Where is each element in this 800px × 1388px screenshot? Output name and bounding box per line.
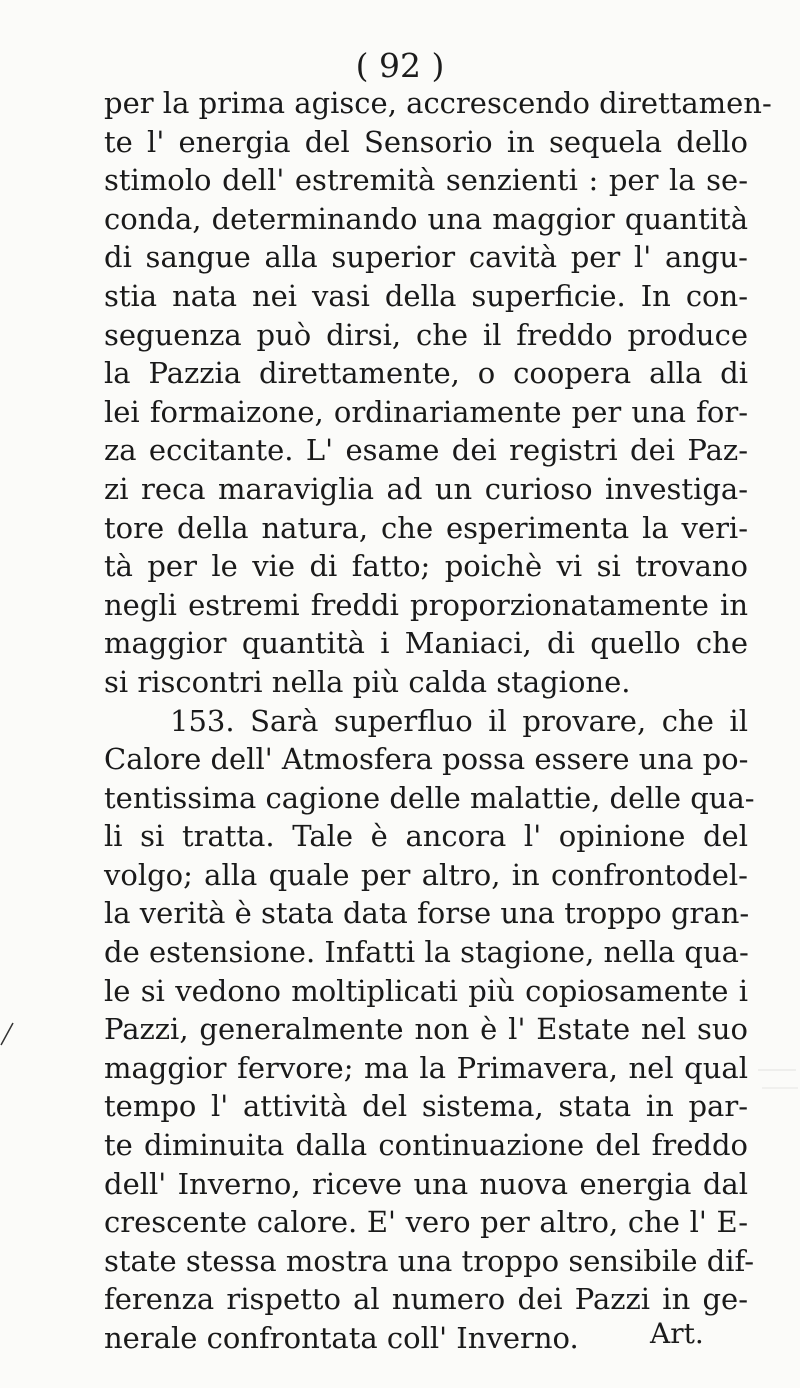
paragraph-end-line: si riscontri nella più calda stagione. xyxy=(104,664,631,699)
section-153-first-line: 153. Sarà superfluo il provare, che il xyxy=(170,703,748,738)
text-line: tà per le vie di fatto; poichè vi si trovano xyxy=(104,549,748,584)
text-line: zi reca maraviglia ad un curioso investiga- xyxy=(104,471,748,506)
text-line: li si tratta. Tale è ancora l' opinione del xyxy=(104,819,748,854)
text-line: volgo; alla quale per altro, in confrontodel- xyxy=(104,857,748,892)
bleed-through-marks xyxy=(754,1040,800,1110)
text-line: te l' energia del Sensorio in sequela dello xyxy=(104,124,748,159)
text-line: lei formaizone, ordinariamente per una for- xyxy=(104,394,748,429)
text-line: negli estremi freddi proporzionatamente in xyxy=(104,587,748,622)
text-line: conda, determinando una maggior quantità xyxy=(104,201,748,236)
text-line: za eccitante. L' esame dei registri dei Paz- xyxy=(104,433,748,468)
text-line: state stessa mostra una troppo sensibile dif- xyxy=(104,1243,755,1278)
text-line: la verità è stata data forse una troppo gran- xyxy=(104,896,750,931)
body-text xyxy=(104,84,772,1358)
text-line: per la prima agisce, accrescendo direttamen- xyxy=(104,86,772,120)
text-line: crescente calore. E' vero per altro, che l' E- xyxy=(104,1205,748,1240)
text-line: tempo l' attività del sistema, stata in par- xyxy=(104,1089,748,1124)
text-line: maggior fervore; ma la Primavera, nel qual xyxy=(104,1050,748,1085)
text-line: stia nata nei vasi della superficie. In con- xyxy=(104,278,748,313)
text-line: Pazzi, generalmente non è l' Estate nel suo xyxy=(104,1012,748,1047)
text-line: Calore dell' Atmosfera possa essere una po- xyxy=(104,742,749,777)
paragraph-end-line: nerale confrontata coll' Inverno. xyxy=(104,1321,579,1355)
text-line: te diminuita dalla continuazione del freddo xyxy=(104,1128,748,1163)
text-line: di sangue alla superior cavità per l' angu- xyxy=(104,240,748,275)
text-line: ferenza rispetto al numero dei Pazzi in ge- xyxy=(104,1282,748,1317)
text-line: dell' Inverno, riceve una nuova energia dal xyxy=(104,1166,748,1201)
margin-mark xyxy=(0,1022,14,1046)
page-number: ( 92 ) xyxy=(355,46,445,85)
text-line: tore della natura, che esperimenta la veri- xyxy=(104,510,748,545)
text-line: la Pazzia direttamente, o coopera alla di xyxy=(104,356,748,391)
catchword: Art. xyxy=(650,1317,704,1350)
text-line: seguenza può dirsi, che il freddo produce xyxy=(104,317,748,352)
text-line: stimolo dell' estremità senzienti : per la se- xyxy=(104,163,748,198)
text-line: maggior quantità i Maniaci, di quello che xyxy=(104,626,748,661)
text-line: de estensione. Infatti la stagione, nella qua- xyxy=(104,935,749,970)
text-line: le si vedono moltiplicati più copiosamente i xyxy=(104,973,748,1008)
text-line: tentissima cagione delle malattie, delle qua- xyxy=(104,780,755,815)
